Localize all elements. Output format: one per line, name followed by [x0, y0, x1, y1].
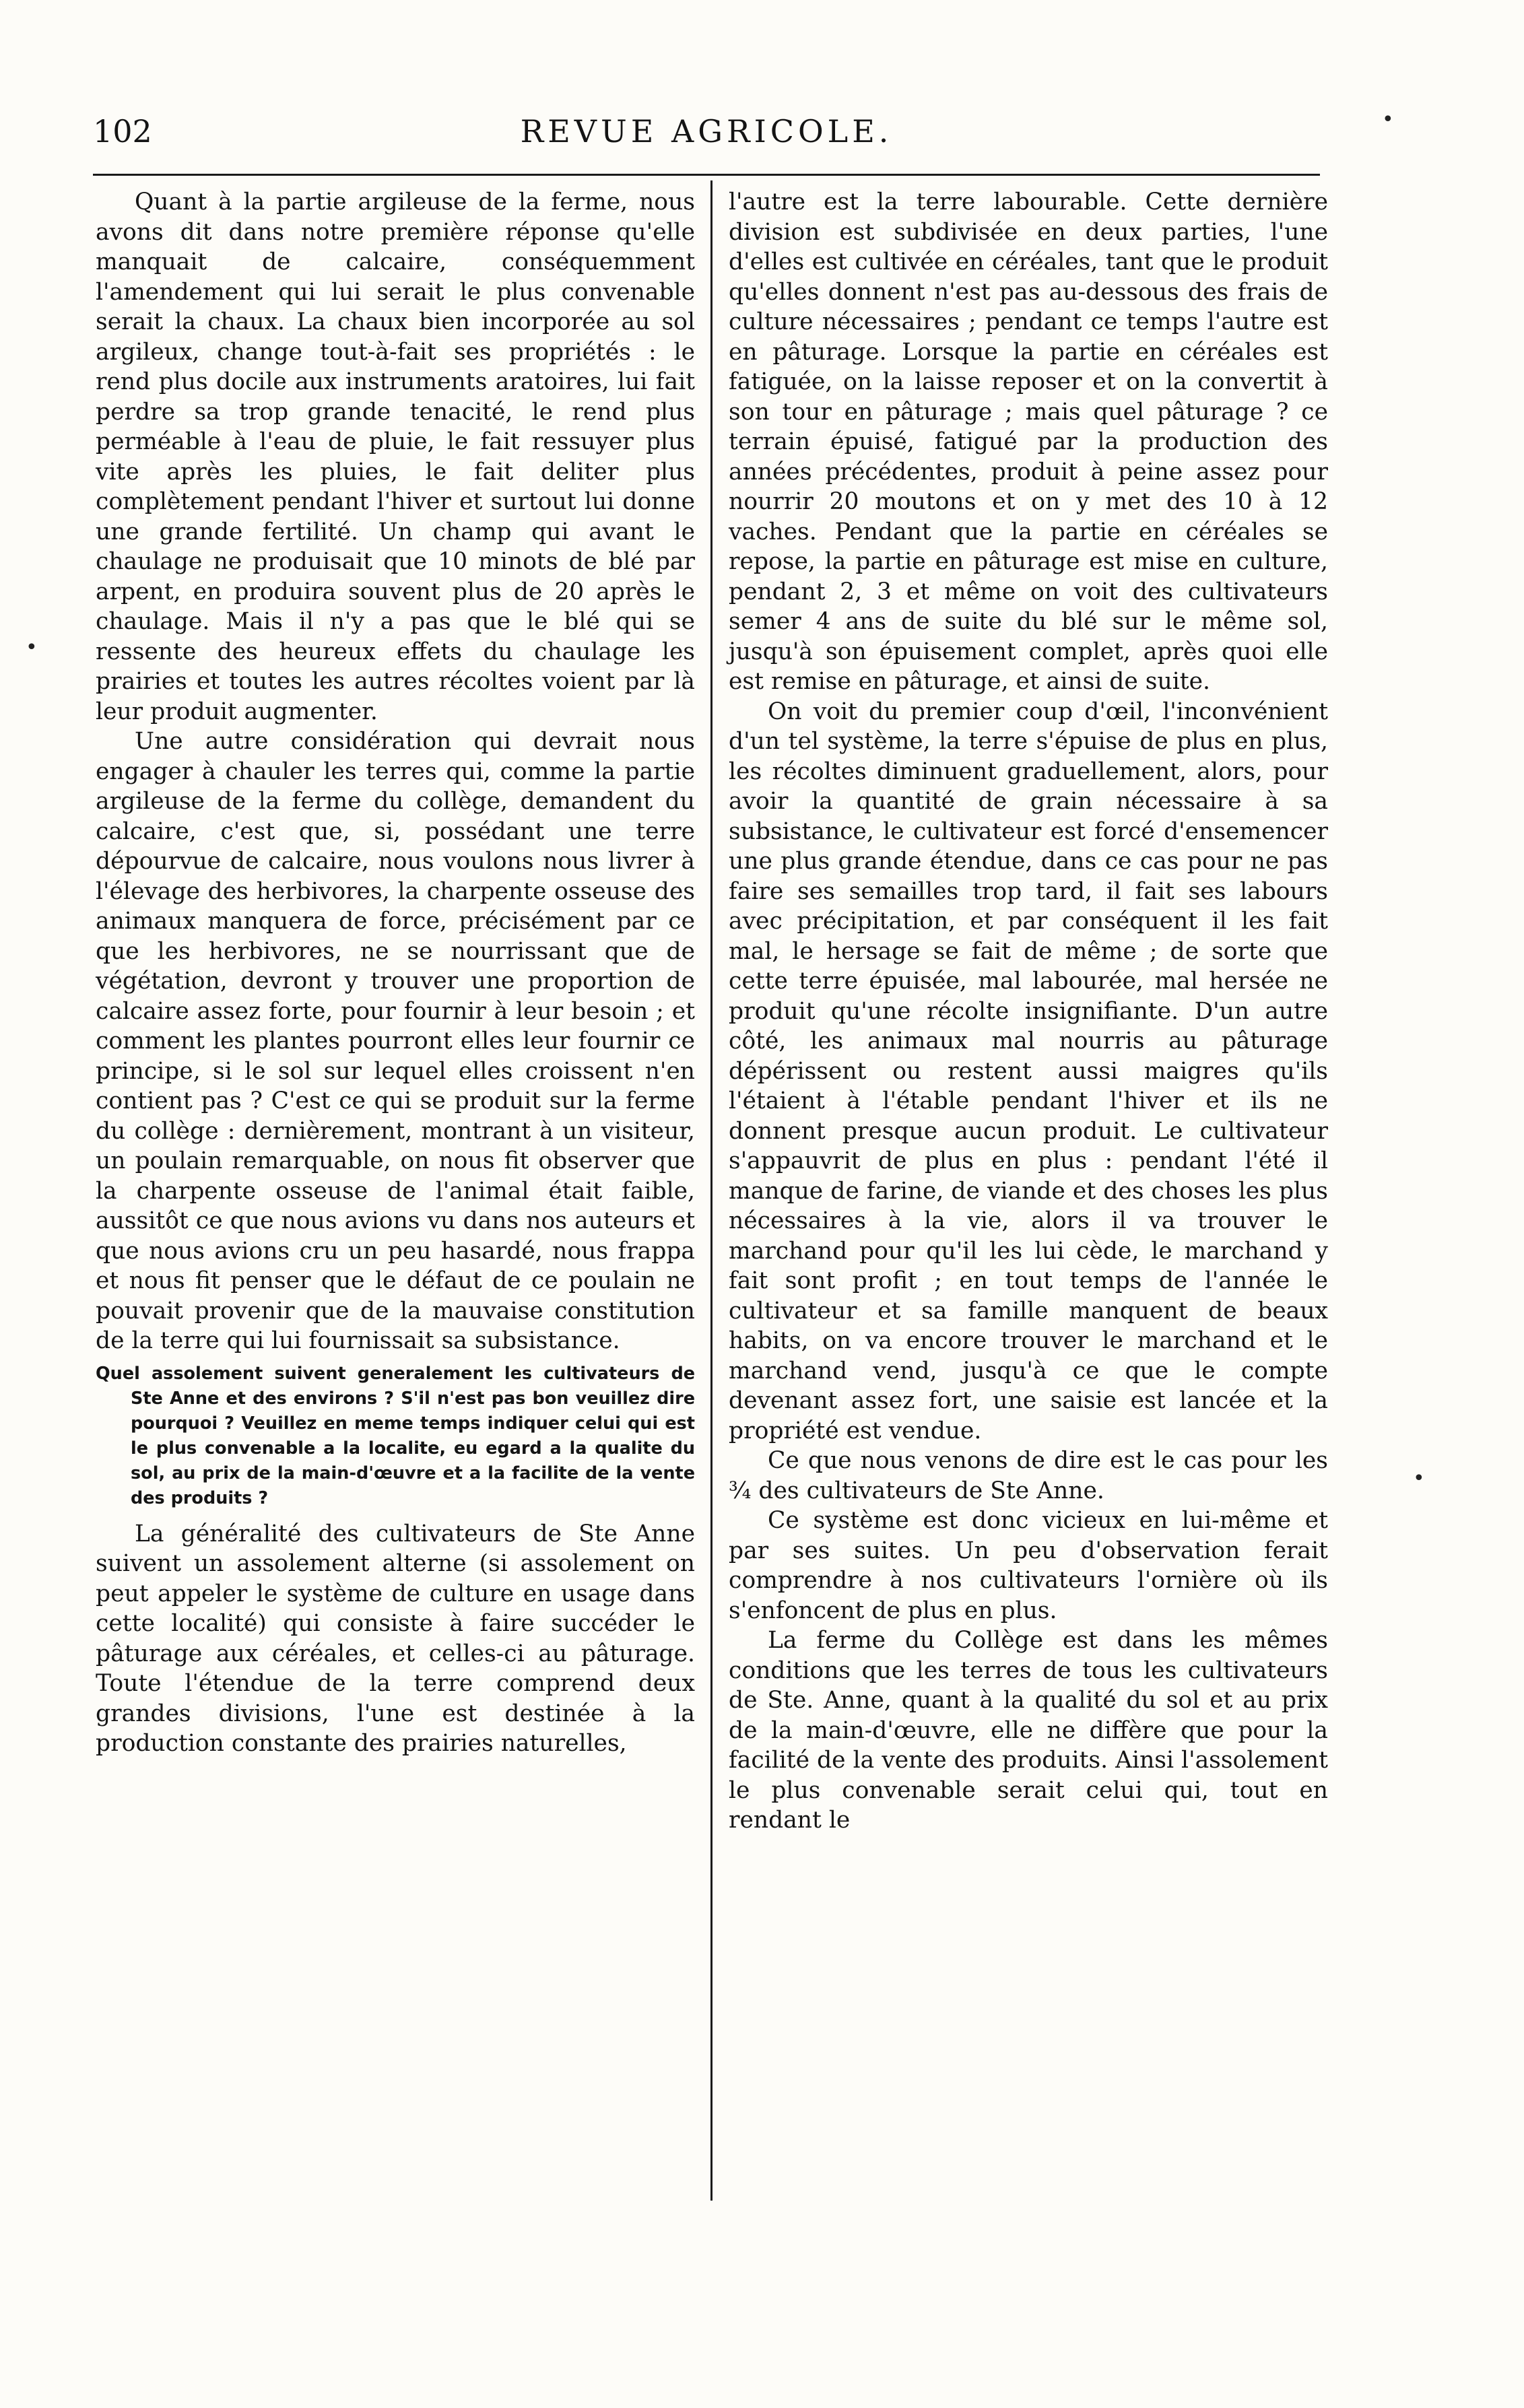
paragraph-chaux: Quant à la partie argileuse de la ferme, nous avons dit dans notre première réponse qu'elle manquait de calcaire, conséquemment l'amendement qui lui serait le plus convenable serait la chaux. La chaux bien incorporée au sol argileux, change tout-à-fait ses propriétés : le rend plus docile aux instruments aratoires, lui fait perdre sa trop grande tenacité, le rend plus perméable à l'eau de pluie, le fait ressuyer plus vite après les pluies, le fait deliter plus complètement pendant l'hiver et surtout lui donne une grande fertilité. Un champ qui avant le chaulage ne produisait que 10 minots de blé par arpent, en produira souvent plus de 20 après le chaulage. Mais il n'y a pas que le blé qui se ressente des heureux effets du chaulage les prairies et toutes les autres récoltes voient par là leur produit augmenter. [96, 189, 695, 725]
running-title: REVUE AGRICOLE. [520, 113, 893, 149]
paragraph-ferme-college: La ferme du Collège est dans les mêmes conditions que les terres de tous les cultivateurs de Ste. Anne, quant à la qualité du sol et au prix de la main-d'œuvre, elle ne diffère que pour la facilité de la vente des produits. Ainsi l'assolement le plus convenable serait celui qui, tout en rendant le [729, 1627, 1328, 1834]
question-assolement: Quel assolement suivent generalement les cultivateurs de Ste Anne et des environs ? S'il n'est pas bon veuillez dire pourquoi ? Veuillez en meme temps indiquer celui qui est le plus convenable a la localite, eu egard a la qualite du sol, au prix de la main-d'œuvre et a la facilite de la vente des produits ? [96, 1363, 695, 1508]
right-column [729, 187, 1328, 1836]
paragraph-vicieux: Ce système est donc vicieux en lui-même et par ses suites. Un peu d'observation ferait comprendre à nos cultivateurs l'ornière où ils s'enfoncent de plus en plus. [729, 1507, 1328, 1624]
print-speck: • [1413, 1467, 1425, 1490]
paragraph-terre-labourable: l'autre est la terre labourable. Cette dernière division est subdivisée en deux parties, l'une d'elles est cultivée en céréales, tant que le produit qu'elles donnent n'est pas au-dessous des frais de culture nécessaires ; pendant ce temps l'autre est en pâturage. Lorsque la partie en céréales est fatiguée, on la laisse reposer et on la convertit à son tour en pâturage ; mais quel pâturage ? ce terrain épuisé, fatigué par la production des années précédentes, produit à peine assez pour nourrir 20 moutons et on y met des 10 à 12 vaches. Pendant que la partie en céréales se repose, la partie en pâturage est mise en culture, pendant 2, 3 et même on voit des cultivateurs semer 4 ans de suite du blé sur le même sol, jusqu'à son épuisement complet, après quoi elle est remise en pâturage, et ainsi de suite. [729, 189, 1328, 695]
paragraph-cas: Ce que nous venons de dire est le cas pour les ¾ des cultivateurs de Ste Anne. [729, 1447, 1328, 1504]
header-rule [93, 174, 1320, 176]
print-speck: • [26, 636, 38, 659]
running-head [93, 101, 1320, 155]
paragraph-calcaire: Une autre considération qui devrait nous engager à chauler les terres qui, comme la partie argileuse de la ferme du collège, demandent du calcaire, c'est que, si, possédant une terre dépourvue de calcaire, nous voulons nous livrer à l'élevage des herbivores, la charpente osseuse des animaux manquera de force, précisément par ce que les herbivores, ne se nourrissant que de végétation, devront y trouver une proportion de calcaire assez forte, pour fournir à leur besoin ; et comment les plantes pourront elles leur fournir ce principe, si le sol sur lequel elles croissent n'en contient pas ? C'est ce qui se produit sur la ferme du collège : dernièrement, montrant à un visiteur, un poulain remarquable, on nous fit observer que la charpente osseuse de l'animal était faible, aussitôt ce que nous avions vu dans nos auteurs et que nous avions cru un peu hasardé, nous frappa et nous fit penser que le défaut de ce poulain ne pouvait provenir que de la mauvaise constitution de la terre qui lui fournissait sa subsistance. [96, 728, 695, 1354]
print-speck: • [1382, 108, 1394, 131]
left-column [96, 187, 695, 1759]
column-divider [710, 180, 713, 2201]
paragraph-generalite: La généralité des cultivateurs de Ste Anne suivent un assolement alterne (si assolement on peut appeler le système de culture en usage dans cette localité) qui consiste à faire succéder le pâturage aux céréales, et celles-ci au pâturage. Toute l'étendue de la terre comprend deux grandes divisions, l'une est destinée à la production constante des prairies naturelles, [96, 1520, 695, 1757]
page-number: 102 [93, 113, 152, 149]
paragraph-inconvenient: On voit du premier coup d'œil, l'inconvénient d'un tel système, la terre s'épuise de plus en plus, les récoltes diminuent graduellement, alors, pour avoir la quantité de grain nécessaire à sa subsistance, le cultivateur est forcé d'ensemencer une plus grande étendue, dans ce cas pour ne pas faire ses semailles trop tard, il fait ses labours avec précipitation, et par conséquent il les fait mal, le hersage se fait de même ; de sorte que cette terre épuisée, mal labourée, mal hersée ne produit qu'une récolte insignifiante. D'un autre côté, les animaux mal nourris au pâturage dépérissent ou restent aussi maigres qu'ils l'étaient à l'étable pendant l'hiver et ils ne donnent presque aucun produit. Le cultivateur s'appauvrit de plus en plus : pendant l'été il manque de farine, de viande et des choses les plus nécessaires à la vie, alors il va trouver le marchand pour qu'il les lui cède, le marchand y fait sont profit ; en tout temps de l'année le cultivateur et sa famille manquent de beaux habits, on va encore trouver le marchand et le marchand vend, jusqu'à ce que le compte devenant assez fort, une saisie est lancée et la propriété est vendue. [729, 698, 1328, 1444]
